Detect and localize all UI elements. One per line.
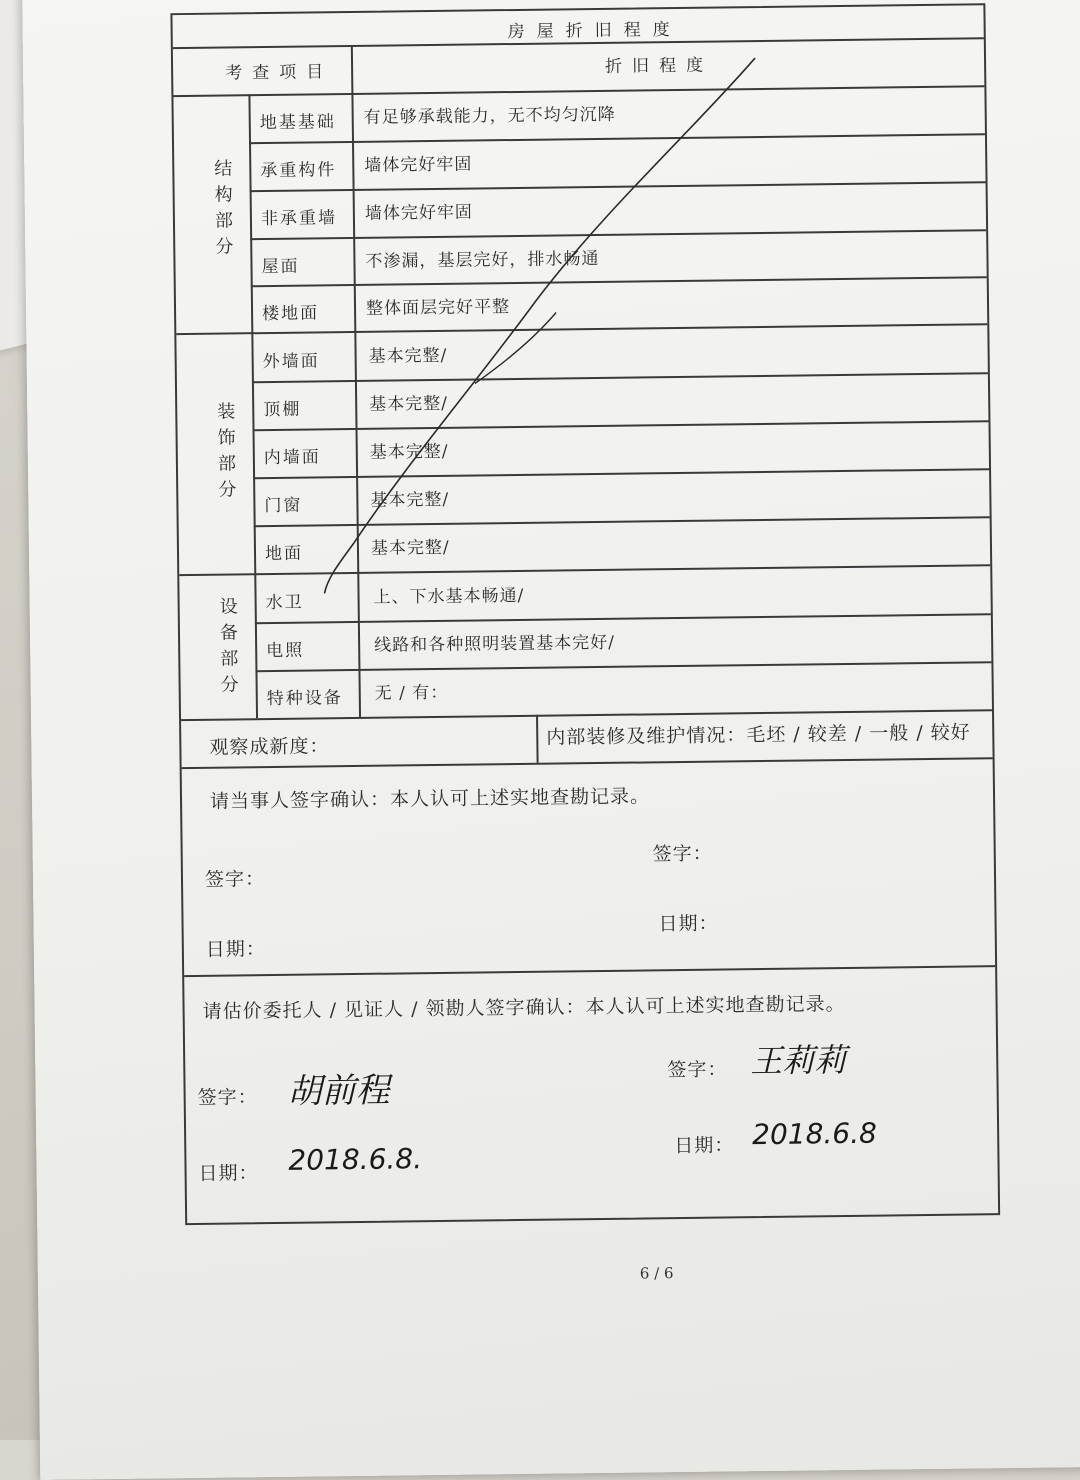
row-desc: 墙体完好牢固 [364,154,473,176]
signature-date-right: 2018.6.8 [751,1116,878,1152]
row-item: 内墙面 [263,447,321,469]
row-desc: 墙体完好牢固 [364,202,473,224]
row-item: 特种设备 [266,688,343,710]
row-desc: 基本完整/ [369,441,449,463]
client-date-label-left: 日期： [198,1162,259,1185]
row-desc: 线路和各种照明装置基本完好/ [374,632,615,656]
form-title: 房屋折旧程度 [507,19,682,43]
interior-condition-label: 内部装修及维护情况：毛坯 / 较差 / 一般 / 较好 [546,721,971,749]
row-item: 外墙面 [262,351,320,373]
section-equipment: 设备部分 [219,596,239,696]
section-decoration: 装饰部分 [217,401,237,501]
row-item: 屋面 [261,256,300,278]
row-item: 电照 [266,640,305,662]
row-item: 非承重墙 [260,208,338,230]
row-item: 楼地面 [261,303,320,325]
section-structure: 结构部分 [214,158,234,258]
row-item: 地基基础 [259,112,336,134]
row-desc: 有足够承载能力，无不均匀沉降 [363,104,616,128]
signature-left: 胡前程 [287,1070,390,1112]
row-item: 门窗 [264,495,303,517]
depreciation-form [170,3,1000,1225]
page-number: 6 / 6 [639,1264,674,1283]
party-sign-label-left: 签字： [204,868,266,891]
row-desc: 基本完整/ [370,537,450,559]
row-desc: 上、下水基本畅通/ [373,585,525,608]
client-date-label-right: 日期： [674,1134,735,1158]
row-desc: 基本完整/ [370,489,450,511]
row-desc: 基本完整/ [368,345,448,367]
row-desc: 无 / 有： [374,682,449,704]
column-header-degree: 折旧程度 [604,55,714,77]
party-date-label-right: 日期： [658,912,719,936]
row-item: 地面 [264,543,304,565]
party-sign-label-right: 签字： [652,842,713,866]
row-desc: 基本完整/ [369,393,449,415]
document-page [22,0,1080,1480]
strike-through-marks [172,5,998,1225]
signature-date-left: 2018.6.8. [288,1142,423,1177]
row-item: 水卫 [265,592,304,614]
column-header-item: 考查项目 [225,62,334,84]
row-item: 顶棚 [263,399,302,421]
observed-newness-label: 观察成新度： [209,735,330,759]
row-item: 承重构件 [260,160,337,182]
signature-right: 王莉莉 [750,1041,847,1081]
row-desc: 不渗漏，基层完好，排水畅通 [365,248,600,272]
row-desc: 整体面层完好平整 [365,297,511,319]
party-date-label-left: 日期： [205,938,267,961]
client-confirm-text: 请估价委托人 / 见证人 / 领勘人签字确认：本人认可上述实地查勘记录。 [202,993,846,1023]
party-confirm-text: 请当事人签字确认：本人认可上述实地查勘记录。 [209,785,651,813]
client-sign-label-left: 签字： [197,1086,258,1109]
client-sign-label-right: 签字： [667,1058,728,1082]
